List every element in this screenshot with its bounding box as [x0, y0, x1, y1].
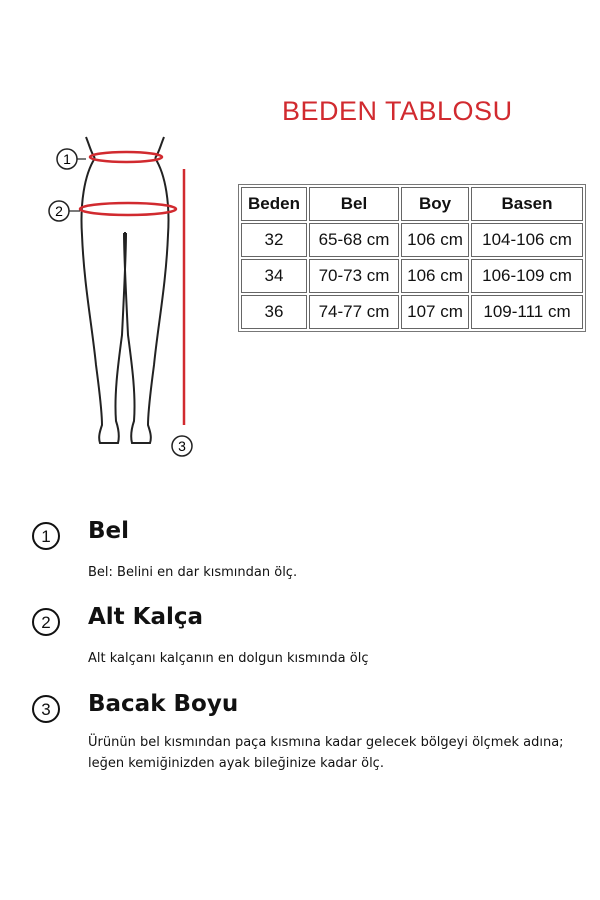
cell-basen: 109-111 cm	[471, 295, 583, 329]
header-basen: Basen	[471, 187, 583, 221]
leg-figure	[40, 125, 210, 465]
cell-bel: 74-77 cm	[309, 295, 399, 329]
header-bel: Bel	[309, 187, 399, 221]
cell-boy: 106 cm	[401, 223, 469, 257]
table-row	[241, 223, 583, 257]
cell-size: 34	[241, 259, 307, 293]
size-table	[238, 184, 586, 332]
number-circle-3: 3	[32, 695, 60, 723]
section-title: Alt Kalça	[88, 604, 204, 630]
marker-1	[57, 149, 86, 169]
section-description: Alt kalçanı kalçanın en dolgun kısmında ölç	[88, 651, 369, 666]
header-beden: Beden	[241, 187, 307, 221]
svg-text:1: 1	[63, 151, 71, 167]
number-circle-1: 1	[32, 522, 60, 550]
cell-basen: 106-109 cm	[471, 259, 583, 293]
cell-boy: 107 cm	[401, 295, 469, 329]
waist-line-icon	[90, 152, 162, 162]
table-header-row	[241, 187, 583, 221]
hip-line-icon	[80, 203, 176, 215]
header-boy: Boy	[401, 187, 469, 221]
marker-3	[172, 436, 192, 456]
section-title: Bacak Boyu	[88, 691, 239, 717]
section-title: Bel	[88, 518, 130, 544]
page-title: BEDEN TABLOSU	[282, 96, 513, 126]
section-description: Bel: Belini en dar kısmından ölç.	[88, 565, 298, 580]
cell-bel: 70-73 cm	[309, 259, 399, 293]
cell-size: 36	[241, 295, 307, 329]
section-description: Ürünün bel kısmından paça kısmına kadar gelecek bölgeyi ölçmek adına; leğen kemiğinizden ayak bileğinize kadar ölç.	[88, 735, 564, 771]
cell-size: 32	[241, 223, 307, 257]
cell-bel: 65-68 cm	[309, 223, 399, 257]
leg-outline-icon	[40, 125, 210, 465]
cell-boy: 106 cm	[401, 259, 469, 293]
marker-2	[49, 201, 80, 221]
number-circle-2: 2	[32, 608, 60, 636]
table-row	[241, 295, 583, 329]
cell-basen: 104-106 cm	[471, 223, 583, 257]
svg-text:2: 2	[55, 203, 63, 219]
table-row	[241, 259, 583, 293]
svg-text:3: 3	[178, 438, 186, 454]
